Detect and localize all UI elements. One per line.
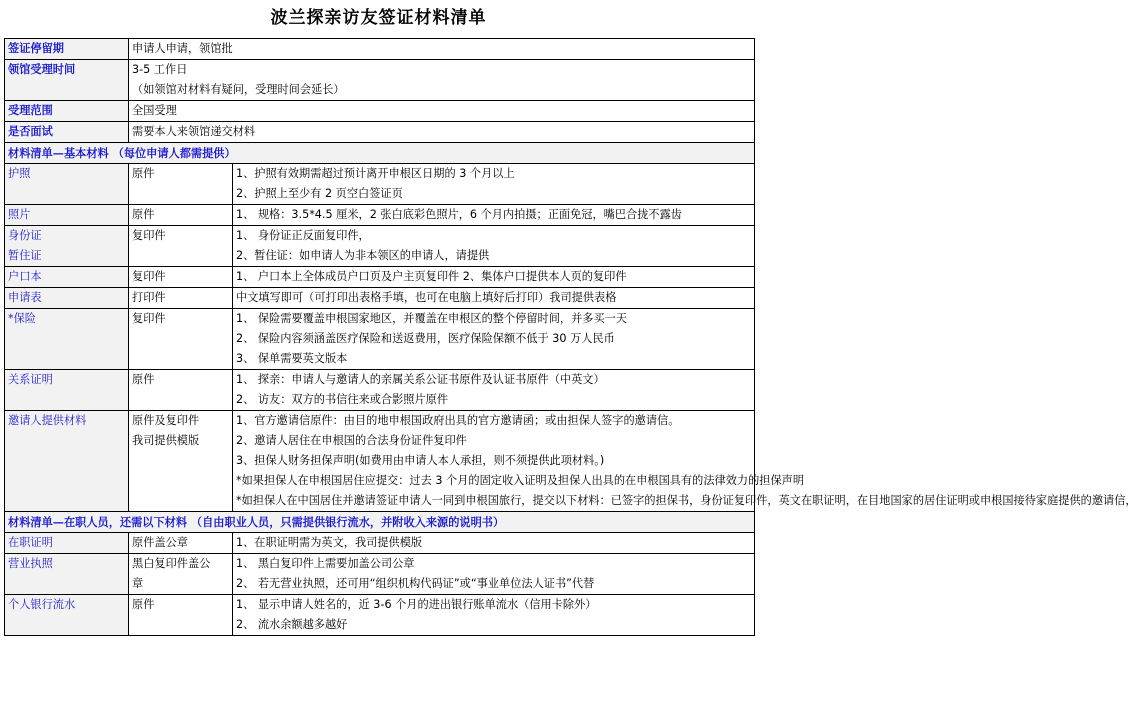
material-row	[5, 533, 755, 554]
detail-line: 2、护照上至少有 2 页空白签证页	[236, 187, 403, 200]
info-value	[129, 122, 755, 143]
detail-line: 2、 保险内容须涵盖医疗保险和送返费用，医疗保险保额不低于 30 万人民币	[236, 332, 615, 345]
material-label-line: 申请表	[8, 291, 42, 304]
material-type-line: 原件	[132, 208, 155, 221]
detail-line: 2、暂住证：如申请人为非本领区的申请人，请提供	[236, 249, 490, 262]
material-label	[5, 554, 129, 595]
info-row-interview	[5, 122, 755, 143]
material-type-line: 原件	[132, 598, 155, 611]
material-details	[233, 267, 755, 288]
detail-line: 1、 身份证正反面复印件，	[236, 229, 370, 242]
material-type	[129, 164, 233, 205]
material-label	[5, 205, 129, 226]
material-label-line: 身份证	[8, 229, 42, 242]
material-type-line: 复印件	[132, 270, 166, 283]
material-type-line: 原件及复印件	[132, 414, 200, 427]
material-type	[129, 411, 233, 512]
material-row	[5, 309, 755, 370]
material-row	[5, 370, 755, 411]
info-label: 领馆受理时间	[5, 60, 129, 101]
material-label	[5, 309, 129, 370]
materials-table	[4, 38, 1137, 636]
material-type	[129, 309, 233, 370]
material-row	[5, 288, 755, 309]
material-type	[129, 267, 233, 288]
material-type-line: 原件盖公章	[132, 536, 188, 549]
detail-line: 1、 户口本上全体成员户口页及户主页复印件 2、集体户口提供本人页的复印件	[236, 270, 627, 283]
material-row	[5, 411, 755, 512]
material-details	[233, 309, 755, 370]
material-label	[5, 370, 129, 411]
material-label-line: 户口本	[8, 270, 42, 283]
detail-line: 1、 显示申请人姓名的，近 3-6 个月的进出银行账单流水（信用卡除外）	[236, 598, 597, 611]
material-row	[5, 226, 755, 267]
material-row	[5, 595, 755, 636]
material-label-line: 营业执照	[8, 557, 53, 570]
material-type-line: 章	[132, 577, 144, 590]
material-details	[233, 595, 755, 636]
detail-line: 1、 探亲：申请人与邀请人的亲属关系公证书原件及认证书原件（中英文）	[236, 373, 605, 386]
material-details	[233, 205, 755, 226]
info-row-stay-period	[5, 39, 755, 60]
material-label	[5, 267, 129, 288]
material-label	[5, 533, 129, 554]
material-label	[5, 164, 129, 205]
material-label-line: 在职证明	[8, 536, 53, 549]
detail-line: 1、 规格：3.5*4.5 厘米，2 张白底彩色照片，6 个月内拍摄；正面免冠，嘴巴合拢不露齿	[236, 208, 682, 221]
section-header-basic	[5, 143, 755, 164]
material-row	[5, 205, 755, 226]
info-value-line: 申请人申请，领馆批	[132, 42, 233, 55]
detail-line: 2、邀请人居住在申根国的合法身份证件复印件	[236, 434, 467, 447]
material-type	[129, 370, 233, 411]
detail-line: *如果担保人在申根国居住应提交：过去 3 个月的固定收入证明及担保人出具的在申根国具有的法律效力的担保声明	[236, 474, 805, 487]
detail-line: *如担保人在中国居住并邀请签证申请人一同到申根国旅行，提交以下材料：已签字的担保书，身份证复印件，英文在职证明，在目地国家的居住证明或申根国接待家庭提供的邀请信，	[236, 494, 1137, 507]
section-header: 材料清单—在职人员，还需以下材料 （自由职业人员，只需提供银行流水，并附收入来源的说明书）	[5, 512, 755, 533]
material-type-line: 复印件	[132, 229, 166, 242]
detail-line: 1、 黑白复印件上需要加盖公司公章	[236, 557, 415, 570]
section-header-employed	[5, 512, 755, 533]
info-label: 受理范围	[5, 101, 129, 122]
info-row-scope	[5, 101, 755, 122]
material-type-line: 原件	[132, 373, 155, 386]
material-details	[233, 370, 755, 411]
material-row	[5, 267, 755, 288]
info-label: 签证停留期	[5, 39, 129, 60]
detail-line: 中文填写即可（可打印出表格手填，也可在电脑上填好后打印）我司提供表格	[236, 291, 617, 304]
material-details	[233, 411, 1137, 512]
info-value	[129, 60, 755, 101]
section-header: 材料清单—基本材料 （每位申请人都需提供）	[5, 143, 755, 164]
material-type	[129, 288, 233, 309]
material-label-line: 照片	[8, 208, 31, 221]
material-type-line: 复印件	[132, 312, 166, 325]
material-details	[233, 288, 755, 309]
material-label	[5, 226, 129, 267]
material-type	[129, 226, 233, 267]
material-label-line: 护照	[8, 167, 31, 180]
info-value-line: 3-5 工作日	[132, 63, 188, 76]
material-details	[233, 164, 755, 205]
material-details	[233, 533, 755, 554]
detail-line: 2、 若无营业执照，还可用“组织机构代码证”或“事业单位法人证书”代替	[236, 577, 595, 590]
detail-line: 1、 保险需要覆盖申根国家地区，并覆盖在申根区的整个停留时间，并多买一天	[236, 312, 628, 325]
material-label-line: 关系证明	[8, 373, 53, 386]
material-label	[5, 288, 129, 309]
detail-line: 2、 流水余额越多越好	[236, 618, 348, 631]
material-row	[5, 554, 755, 595]
material-type	[129, 554, 233, 595]
detail-line: 3、 保单需要英文版本	[236, 352, 348, 365]
detail-line: 3、担保人财务担保声明(如费用由申请人本人承担，则不须提供此项材料。)	[236, 454, 605, 467]
material-type	[129, 595, 233, 636]
material-type-line: 我司提供模版	[132, 434, 200, 447]
material-label-line: 邀请人提供材料	[8, 414, 87, 427]
detail-line: 1、护照有效期需超过预计离开申根区日期的 3 个月以上	[236, 167, 515, 180]
material-label-line: 个人银行流水	[8, 598, 76, 611]
detail-line: 1、官方邀请信原件：由目的地申根国政府出具的官方邀请函；或由担保人签字的邀请信。	[236, 414, 680, 427]
material-details	[233, 226, 755, 267]
material-type	[129, 205, 233, 226]
material-label-line: 暂住证	[8, 249, 42, 262]
info-value-line: 需要本人来领馆递交材料	[132, 125, 256, 138]
info-row-processing-time	[5, 60, 755, 101]
material-type-line: 黑白复印件盖公	[132, 557, 211, 570]
info-value	[129, 101, 755, 122]
material-type	[129, 533, 233, 554]
page-title: 波兰探亲访友签证材料清单	[270, 8, 487, 28]
material-row	[5, 164, 755, 205]
material-type-line: 打印件	[132, 291, 166, 304]
material-label	[5, 595, 129, 636]
info-value-line: 全国受理	[132, 104, 177, 117]
material-label	[5, 411, 129, 512]
detail-line: 1、在职证明需为英文，我司提供模版	[236, 536, 423, 549]
material-details	[233, 554, 755, 595]
info-label: 是否面试	[5, 122, 129, 143]
material-type-line: 原件	[132, 167, 155, 180]
info-value-line: （如领馆对材料有疑问，受理时间会延长）	[132, 83, 345, 96]
material-label-line: *保险	[8, 312, 36, 325]
info-value	[129, 39, 755, 60]
detail-line: 2、 访友：双方的书信往来或合影照片原件	[236, 393, 449, 406]
